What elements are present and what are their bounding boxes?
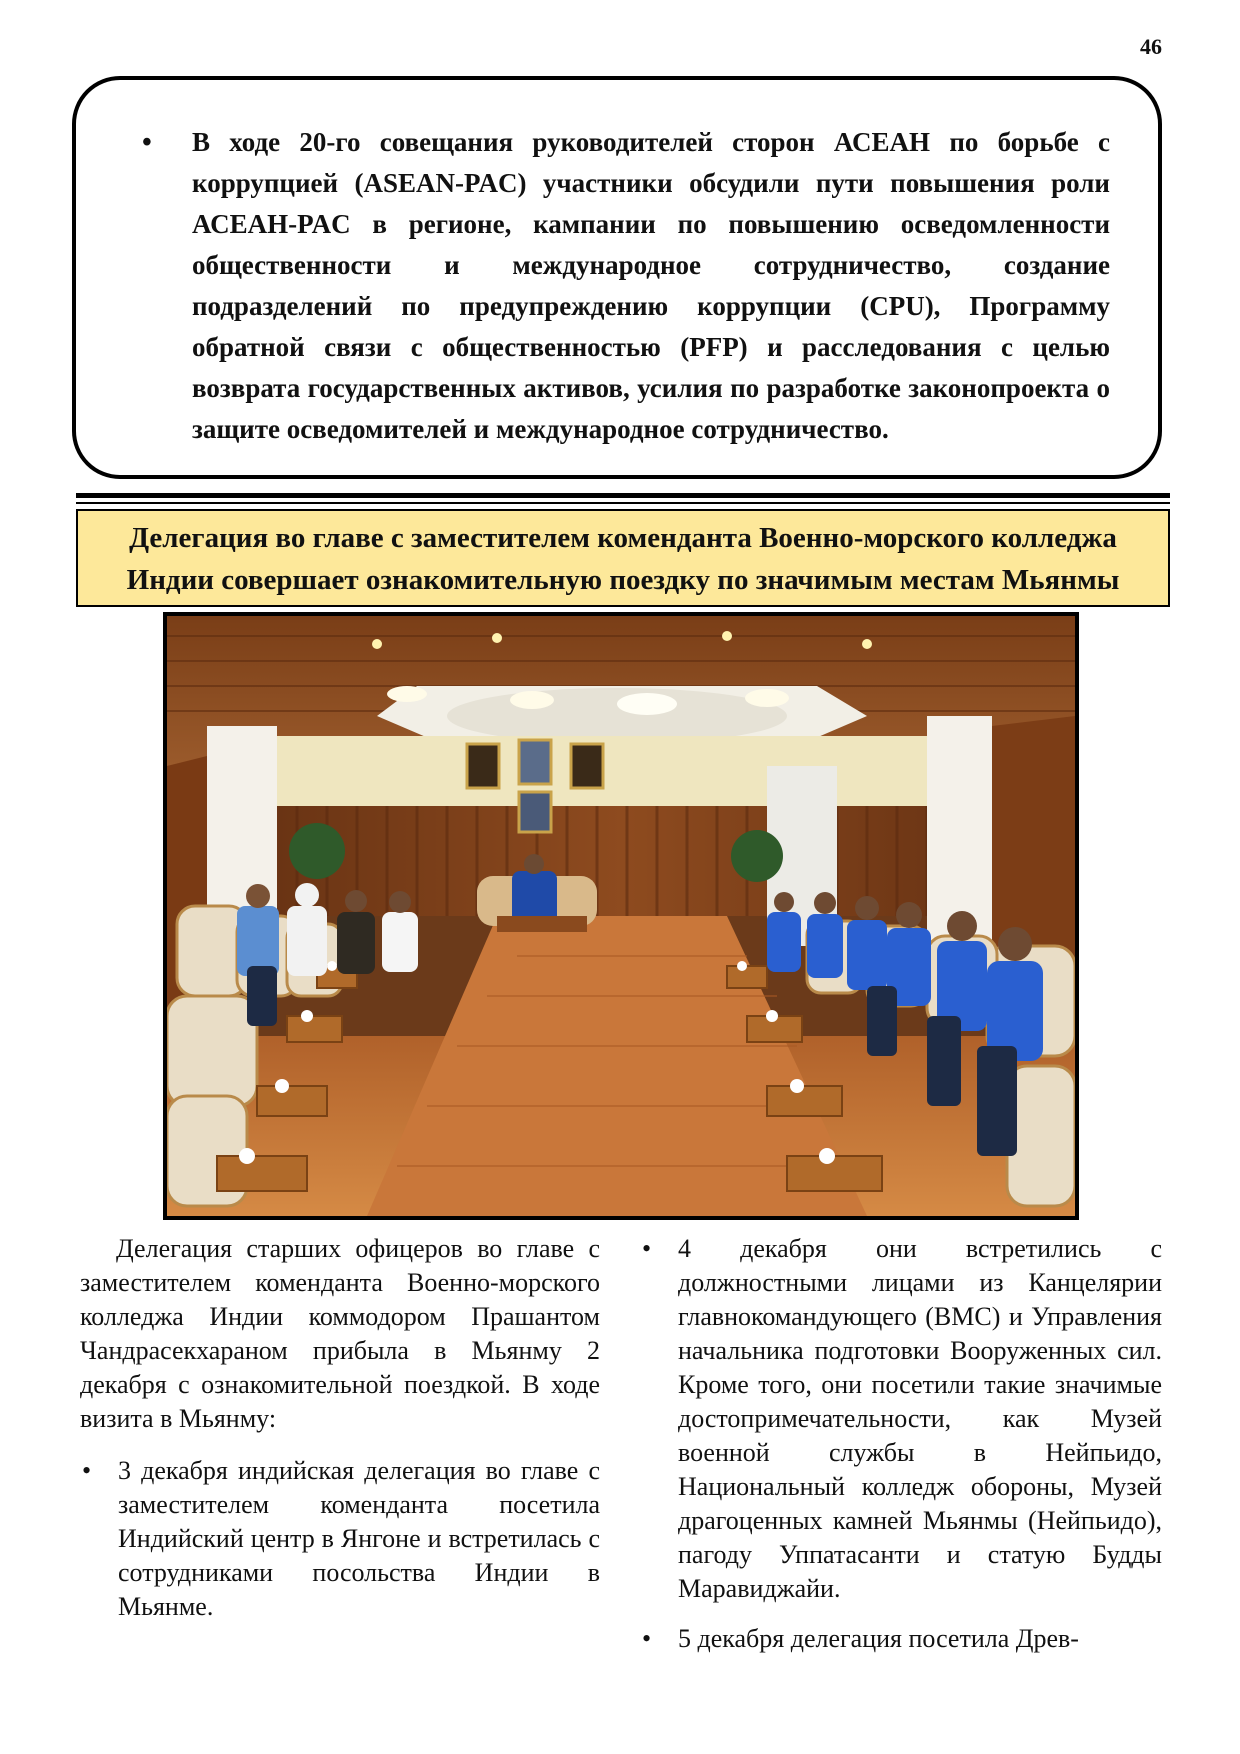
article-bullets-left bbox=[80, 1454, 600, 1624]
divider-thick bbox=[76, 493, 1170, 498]
bullet-dec-3: • 3 декабря индийская делегация во главе с заместителем коменданта посетила Индийский центр в Янгоне и встретилась с сотрудниками посольства Индии в Мьянме. bbox=[80, 1454, 600, 1624]
meeting-photo bbox=[163, 612, 1079, 1220]
bullet-dec-5: • 5 декабря делегация посетила Древ- bbox=[640, 1622, 1162, 1656]
headline-line-2: Индии совершает ознакомительную поездку по значимым местам Мьянмы bbox=[126, 564, 1120, 596]
meeting-room-illustration bbox=[167, 616, 1075, 1216]
callout-bullet: • В ходе 20-го совещания руководителей сторон АСЕАН по борьбе с коррупцией (ASEAN-PAC) участники обсудили пути повышения роли АСЕАН-PAC в регионе, кампании по повышению осведомленности общественности и международное сотрудничество, создание подразделений по предупреждению коррупции (CPU), Программу обратной связи с общественностью (PFP) и расследования с целью возврата государственных активов, усилия по разработке законопроекта о защите осведомителей и международное сотрудничество. bbox=[134, 122, 1110, 450]
bullet-dec-4: • 4 декабря они встретились с должностными лицами из Канцелярии главнокомандующего (ВМС) и Управления начальника подготовки Вооруженных сил. Кроме того, они посетили такие значимые достопримечательности, как Музей военной службы в Нейпьидо, Национальный колледж обороны, Музей драгоценных камней Мьянмы (Нейпьидо), пагоду Уппатасанти и статую Будды Маравиджайи. bbox=[640, 1232, 1162, 1606]
article-column-right bbox=[640, 1232, 1162, 1656]
callout-list bbox=[134, 122, 1110, 450]
page-number: 46 bbox=[1140, 34, 1162, 59]
article-headline bbox=[76, 509, 1170, 607]
divider-thin bbox=[76, 502, 1170, 504]
article-intro: Делегация старших офицеров во главе с заместителем коменданта Военно-морского колледжа Индии коммодором Прашантом Чандрасекхараном прибыла в Мьянму 2 декабря с ознакомительной поездкой. В ходе визита в Мьянму: bbox=[80, 1234, 600, 1433]
article-column-left bbox=[80, 1232, 600, 1624]
headline-line-1: Делегация во главе с заместителем коменданта Военно-морского колледжа bbox=[129, 522, 1117, 554]
article-bullets-right bbox=[640, 1232, 1162, 1656]
callout-box bbox=[72, 76, 1162, 479]
